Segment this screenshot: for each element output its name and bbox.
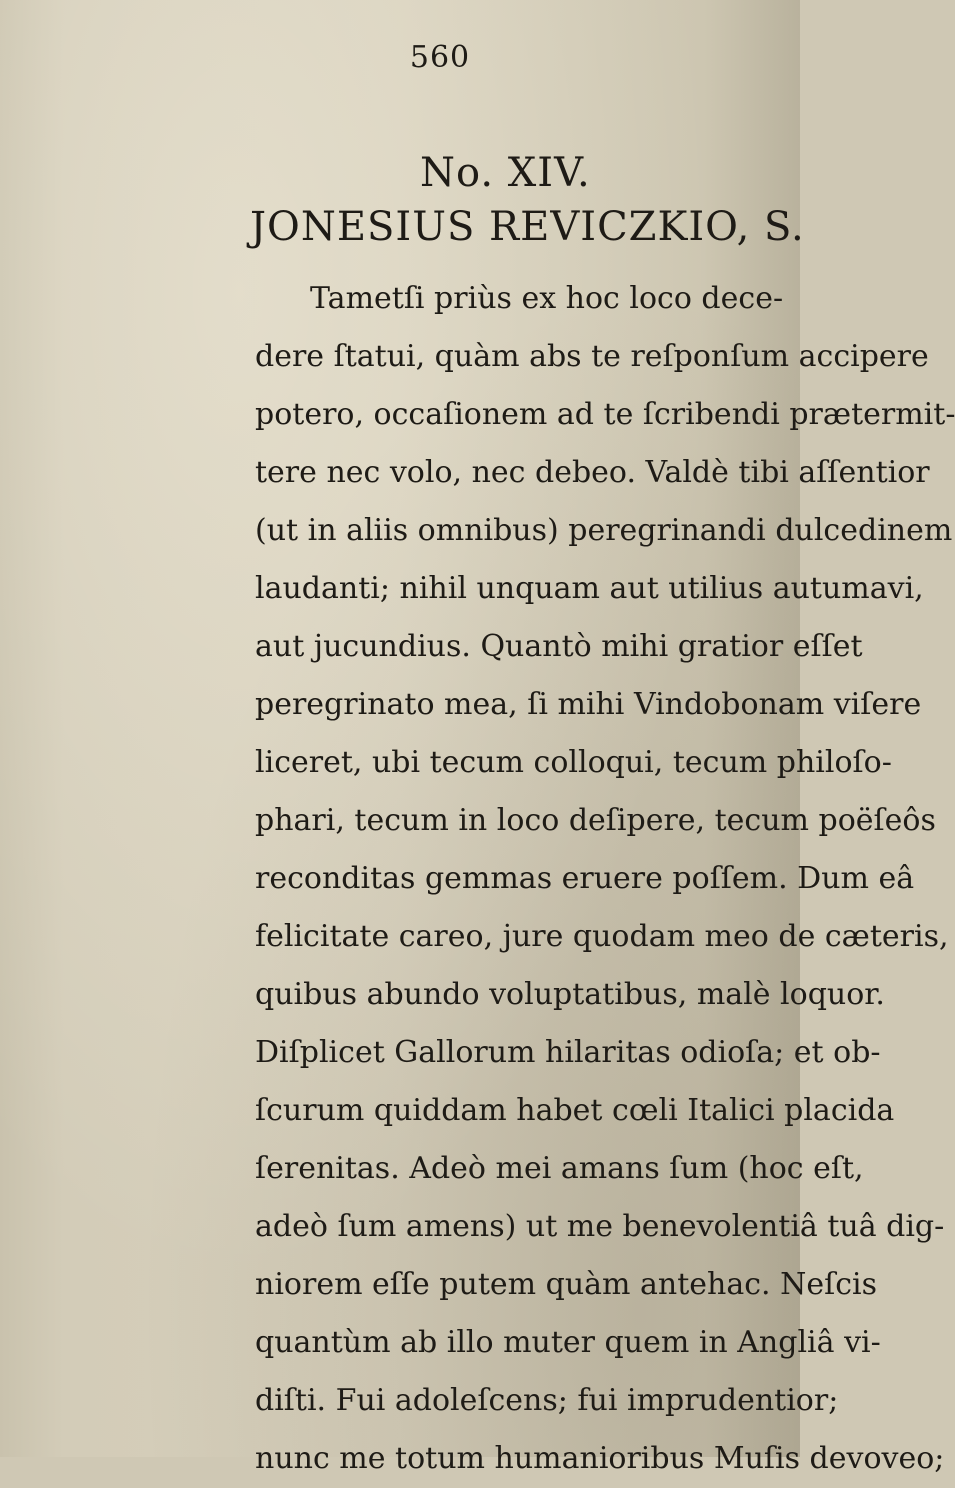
text-line: phari, tecum in loco deſipere, tecum poëſeôs [255,803,936,838]
text-line: Tametſi priùs ex hoc loco dece- [310,281,784,316]
text-line: reconditas gemmas eruere poſſem. Dum eâ [255,861,915,896]
text-line: quibus abundo voluptatibus, malè loquor. [255,977,885,1012]
text-line: nunc me totum humanioribus Muſis devoveo; [255,1441,945,1476]
text-line: liceret, ubi tecum colloqui, tecum philoſo- [255,745,892,780]
text-line: tere nec volo, nec debeo. Valdè tibi aſſentior [255,455,930,490]
text-line: laudanti; nihil unquam aut utilius autumavi, [255,571,924,606]
text-line: Diſplicet Gallorum hilaritas odioſa; et ob- [255,1035,881,1070]
text-line: felicitate careo, jure quodam meo de cæteris, [255,919,949,954]
text-line: dere ſtatui, quàm abs te reſponſum accipere [255,339,929,374]
text-line: (ut in aliis omnibus) peregrinandi dulcedinem [255,513,953,548]
letter-number: No. XIV. [420,150,591,196]
letter-body [255,270,955,1488]
letter-heading: JONESIUS REVICZKIO, S. [250,204,805,250]
page-number: 560 [409,40,471,75]
text-line: adeò ſum amens) ut me benevolentiâ tuâ dig- [255,1209,945,1244]
text-line: niorem eſſe putem quàm antehac. Neſcis [255,1267,878,1302]
text-line: quantùm ab illo muter quem in Angliâ vi- [255,1325,881,1360]
text-line: aut jucundius. Quantò mihi gratior eſſet [255,629,863,664]
text-line: diſti. Fui adoleſcens; fui imprudentior; [255,1383,839,1418]
text-line: ſcurum quiddam habet cœli Italici placida [255,1093,895,1128]
text-line: ſerenitas. Adeò mei amans ſum (hoc eſt, [255,1151,864,1186]
text-line: peregrinato mea, ſi mihi Vindobonam viſere [255,687,922,722]
text-line: potero, occaſionem ad te ſcribendi prætermit- [255,397,955,432]
